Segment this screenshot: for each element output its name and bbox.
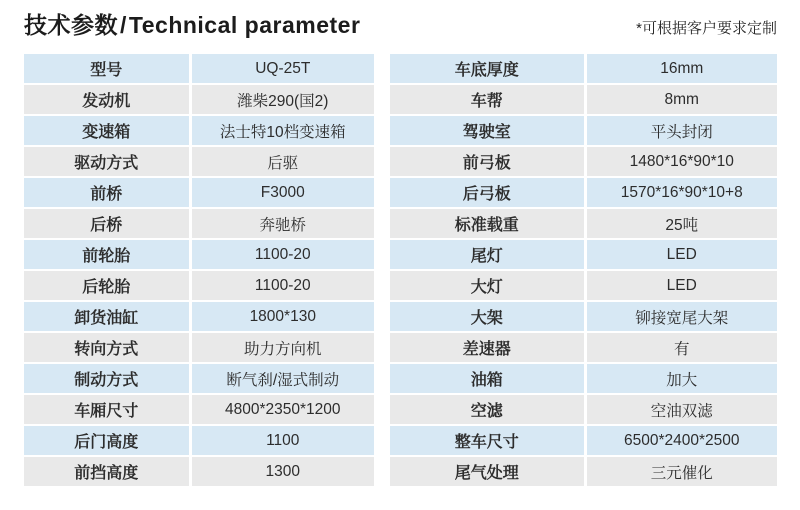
param-label: 转向方式 [24, 333, 189, 362]
param-value: 16mm [587, 54, 778, 83]
param-label: 大灯 [390, 271, 584, 300]
param-label: 驱动方式 [24, 147, 189, 176]
param-label: 前轮胎 [24, 240, 189, 269]
customization-note: *可根据客户要求定制 [636, 20, 777, 37]
param-label: 尾灯 [390, 240, 584, 269]
table-row [390, 178, 777, 207]
param-label: 整车尺寸 [390, 426, 584, 455]
param-value: 三元催化 [587, 457, 778, 486]
param-label: 标准载重 [390, 209, 584, 238]
param-label: 空滤 [390, 395, 584, 424]
param-value: 1480*16*90*10 [587, 147, 778, 176]
param-value: 奔驰桥 [192, 209, 375, 238]
table-row [24, 364, 374, 393]
table-row [390, 85, 777, 114]
param-value: 铆接宽尾大架 [587, 302, 778, 331]
header [24, 10, 777, 41]
title-separator: / [120, 12, 127, 38]
param-value: UQ-25T [192, 54, 375, 83]
table-row [390, 426, 777, 455]
param-value: LED [587, 271, 778, 300]
param-label: 大架 [390, 302, 584, 331]
table-row [24, 333, 374, 362]
param-label: 车帮 [390, 85, 584, 114]
table-row [24, 116, 374, 145]
table-row [24, 302, 374, 331]
param-label: 发动机 [24, 85, 189, 114]
param-value: 4800*2350*1200 [192, 395, 375, 424]
param-value: 1100-20 [192, 271, 375, 300]
table-row [390, 395, 777, 424]
param-label: 前弓板 [390, 147, 584, 176]
param-value: 加大 [587, 364, 778, 393]
param-value: 平头封闭 [587, 116, 778, 145]
param-label: 前桥 [24, 178, 189, 207]
param-value: 1570*16*90*10+8 [587, 178, 778, 207]
table-row [390, 116, 777, 145]
table-row [390, 302, 777, 331]
table-row [390, 54, 777, 83]
param-value: 1100 [192, 426, 375, 455]
table-row [390, 240, 777, 269]
param-label: 型号 [24, 54, 189, 83]
table-row [24, 54, 374, 83]
param-label: 车底厚度 [390, 54, 584, 83]
table-row [24, 209, 374, 238]
table-row [24, 457, 374, 486]
page-title [24, 10, 360, 41]
param-value: 25吨 [587, 209, 778, 238]
param-value: 潍柴290(国2) [192, 85, 375, 114]
table-row [390, 333, 777, 362]
param-label: 驾驶室 [390, 116, 584, 145]
table-row [390, 271, 777, 300]
param-value: 助力方向机 [192, 333, 375, 362]
param-label: 后弓板 [390, 178, 584, 207]
param-label: 后轮胎 [24, 271, 189, 300]
table-row [24, 178, 374, 207]
param-value: 法士特10档变速箱 [192, 116, 375, 145]
title-chinese: 技术参数 [24, 12, 118, 38]
table-row [24, 271, 374, 300]
table-row [390, 147, 777, 176]
spec-table-right [390, 54, 777, 488]
spec-table-left [24, 54, 374, 488]
table-row [24, 426, 374, 455]
table-row [390, 209, 777, 238]
param-value: 断气刹/湿式制动 [192, 364, 375, 393]
tables-container [24, 54, 777, 488]
param-label: 后门高度 [24, 426, 189, 455]
param-value: 6500*2400*2500 [587, 426, 778, 455]
title-english: Technical parameter [128, 12, 361, 38]
param-value: F3000 [192, 178, 375, 207]
table-row [390, 364, 777, 393]
table-row [24, 85, 374, 114]
param-value: LED [587, 240, 778, 269]
param-label: 油箱 [390, 364, 584, 393]
param-value: 后驱 [192, 147, 375, 176]
table-row [390, 457, 777, 486]
param-label: 后桥 [24, 209, 189, 238]
param-value: 空油双滤 [587, 395, 778, 424]
param-value: 8mm [587, 85, 778, 114]
param-label: 卸货油缸 [24, 302, 189, 331]
param-value: 有 [587, 333, 778, 362]
param-value: 1800*130 [192, 302, 375, 331]
param-value: 1100-20 [192, 240, 375, 269]
table-row [24, 395, 374, 424]
param-label: 前挡高度 [24, 457, 189, 486]
param-value: 1300 [192, 457, 375, 486]
table-row [24, 147, 374, 176]
param-label: 尾气处理 [390, 457, 584, 486]
param-label: 变速箱 [24, 116, 189, 145]
param-label: 制动方式 [24, 364, 189, 393]
table-row [24, 240, 374, 269]
param-label: 差速器 [390, 333, 584, 362]
param-label: 车厢尺寸 [24, 395, 189, 424]
